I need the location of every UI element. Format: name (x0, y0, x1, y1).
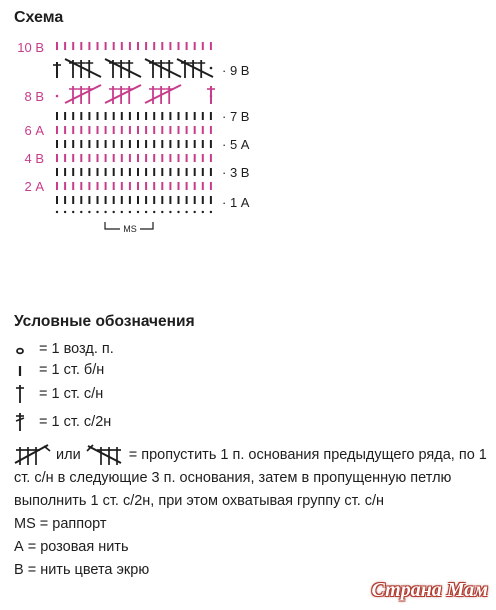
chain-stitch (210, 67, 213, 70)
color-a-definition: А = розовая нить (14, 539, 129, 555)
legend-text-double: = 1 ст. с/н (39, 386, 104, 402)
crossed-stitch-explanation (14, 443, 489, 582)
chain-stitch (80, 211, 82, 213)
row-label-right: · 9 В (222, 63, 250, 78)
chain-stitch (104, 211, 106, 213)
chain-stitch (202, 211, 204, 213)
chain-stitch (64, 211, 66, 213)
treble-crochet-stitch (105, 59, 141, 77)
double-crochet-icon (14, 385, 28, 405)
row-label-right: · 1 А (222, 195, 250, 210)
or-word: или (56, 446, 81, 463)
chain-stitch (56, 95, 59, 98)
treble-crochet-stitch (65, 59, 101, 77)
legend-text-treble: = 1 ст. с/2н (39, 414, 112, 430)
crossed-group-right-icon (14, 443, 52, 467)
watermark-logo: Страна Мам (371, 579, 488, 601)
treble-crochet-stitch (105, 85, 141, 103)
chain-stitch (169, 211, 171, 213)
chain-stitch (145, 211, 147, 213)
repeat-label: MS (123, 224, 137, 234)
crossed-group-left-icon (85, 443, 125, 467)
chain-stitch (113, 211, 115, 213)
chain-stitch (72, 211, 74, 213)
row-label-right: · 5 А (222, 137, 250, 152)
row-label-left: 6 А (24, 123, 44, 138)
ms-definition: MS = раппорт (14, 516, 107, 532)
chain-stitch (56, 211, 58, 213)
chain-stitch (153, 211, 155, 213)
legend-text-chain: = 1 возд. п. (39, 341, 114, 357)
chain-stitch (88, 211, 90, 213)
row-label-right: · 3 В (222, 165, 250, 180)
row-label-left: 8 В (24, 89, 44, 104)
chain-stitch (185, 211, 187, 213)
chain-stitch (137, 211, 139, 213)
repeat-bracket-right (140, 222, 153, 229)
treble-crochet-stitch (145, 85, 181, 103)
treble-crochet-stitch (65, 85, 101, 103)
chain-stitch (161, 211, 163, 213)
scheme-title: Схема (14, 9, 64, 26)
chain-stitch-icon (14, 340, 28, 358)
chain-stitch (129, 211, 131, 213)
row-label-right: · 7 В (222, 109, 250, 124)
repeat-bracket-left (105, 222, 120, 229)
row-label-left: 2 А (24, 179, 44, 194)
row-label-left: 4 В (24, 151, 44, 166)
treble-crochet-stitch (145, 59, 181, 77)
color-b-definition: В = нить цвета экрю (14, 562, 150, 578)
chain-stitch (177, 211, 179, 213)
chain-stitch (96, 211, 98, 213)
chain-stitch (194, 211, 196, 213)
legend-text-single: = 1 ст. б/н (39, 362, 105, 378)
single-crochet-icon (14, 361, 28, 379)
chain-stitch (210, 211, 212, 213)
legend-heading: Условные обозначения (14, 313, 195, 330)
treble-crochet-stitch (177, 59, 213, 77)
treble-crochet-icon (14, 413, 28, 433)
chain-stitch (121, 211, 123, 213)
crossed-description: = пропустить 1 п. основания предыдущего ряда, по 1 ст. с/н в следующие 3 п. основания, затем в пропущенную петлю выполнить 1 ст. с/2н, при этом охватывая группу ст. с/н (14, 446, 487, 509)
crochet-chart (0, 0, 496, 300)
row-label-left: 10 В (17, 40, 44, 55)
